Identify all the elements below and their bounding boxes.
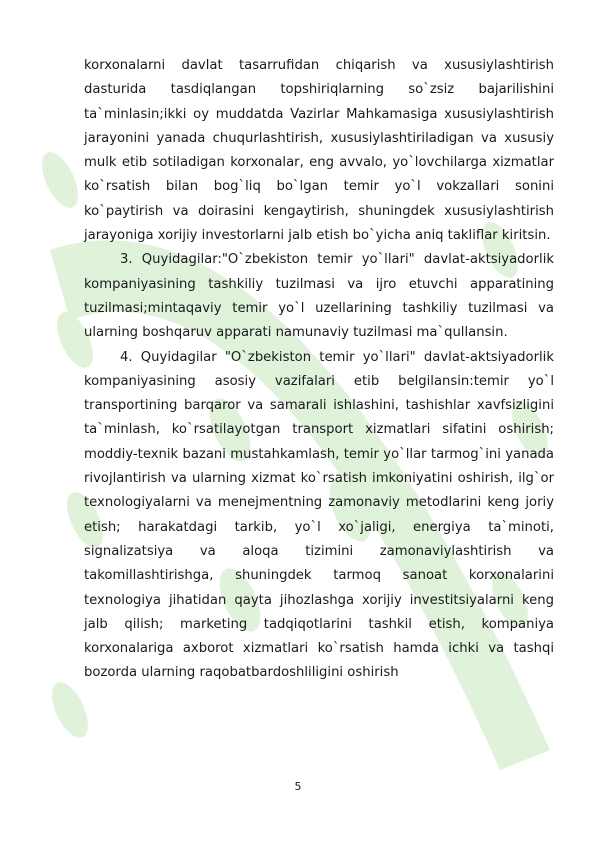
paragraph: 4. Quyidagilar "O`zbekiston temir yo`llari" davlat-aktsiyadorlik kompaniyasining asosiy vazifalari etib belgilansin:temir yo`l transportining barqaror va samarali ishlashini, tashishlar xavfsizligini ta`minlash, ko`rsatilayotgan transport xizmatlari sifatini oshirish; moddiy-texnik bazani mustahkamlash, temir yo`llar tarmog`ini yanada rivojlantirish va ularning xizmat ko`rsatish imkoniyatini oshirish, ilg`or texnologiyalarni va menejmentning zamonaviy metodlarini keng joriy etish; harakatdagi tarkib, yo`l xo`jaligi, energiya ta`minoti, signalizatsiya va aloqa tizimini zamonaviylashtirish va takomillashtirishga, shuningdek tarmoq sanoat korxonalarini texnologiya jihatidan qayta jihozlashga xorijiy investitsiyalarni keng jalb qilish; marketing tadqiqotlarini tashkil etish, kompaniya korxonalariga axborot xizmatlari ko`rsatish hamda ichki va tashqi bozorda ularning raqobatbardoshliligini oshirish bbox=[84, 349, 554, 681]
document-body bbox=[84, 54, 554, 686]
paragraph: korxonalarni davlat tasarrufidan chiqarish va xususiylashtirish dasturida tasdiqlangan topshiriqlarning so`zsiz bajarilishini ta`minlasin;ikki oy muddatda Vazirlar Mahkamasiga xususiylashtirish jarayonini yanada chuqurlashtirish, xususiylashtiriladigan va xususiy mulk etib sotiladigan korxonalar, eng avvalo, yo`lovchilarga xizmatlar ko`rsatish bilan bog`liq bo`lgan temir yo`l vokzallari sonini ko`paytirish va doirasini kengaytirish, shuningdek xususiylashtirish jarayoniga xorijiy investorlarni jalb etish bo`yicha aniq takliflar kiritsin. bbox=[84, 58, 554, 244]
paragraph: 3. Quyidagilar:"O`zbekiston temir yo`llari" davlat-aktsiyadorlik kompaniyasining tashkiliy tuzilmasi va ijro etuvchi apparatining tuzilmasi;mintaqaviy temir yo`l uzellarining tashkiliy tuzilmasi va ularning boshqaruv apparati namunaviy tuzilmasi ma`qullansin. bbox=[84, 252, 554, 341]
watermark-shape bbox=[45, 677, 96, 743]
watermark-shape bbox=[35, 147, 86, 213]
page-number: 5 bbox=[294, 780, 302, 793]
